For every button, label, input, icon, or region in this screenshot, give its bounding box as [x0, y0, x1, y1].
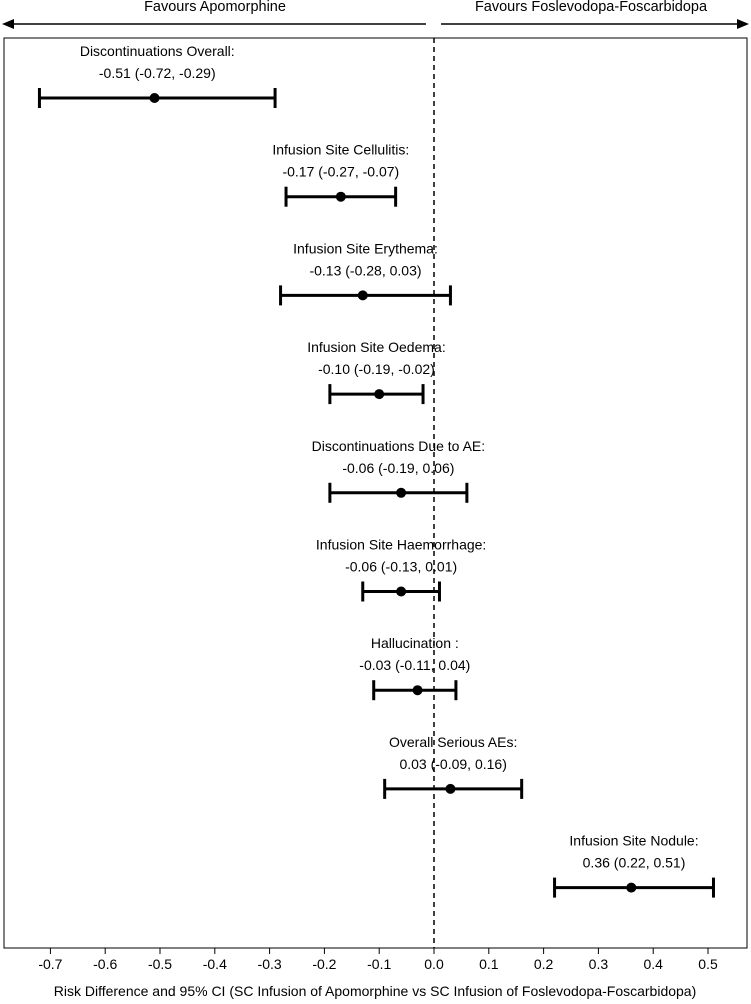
row-estimate-label: -0.10 (-0.19, -0.02) — [318, 361, 435, 378]
x-tick-label: -0.6 — [93, 956, 118, 972]
x-tick-label: 0.1 — [479, 956, 499, 972]
point-estimate — [358, 290, 368, 300]
point-estimate — [396, 587, 406, 597]
row-estimate-label: -0.51 (-0.72, -0.29) — [98, 65, 216, 81]
forest-row — [272, 142, 409, 207]
row-estimate-label: 0.03 (-0.09, 0.16) — [399, 755, 507, 772]
x-axis — [38, 948, 718, 972]
row-name-label: Discontinuations Overall: — [79, 43, 235, 59]
forest-row — [312, 438, 486, 503]
point-estimate — [445, 784, 455, 794]
x-tick-label: 0.4 — [643, 956, 663, 972]
x-tick-label: -0.5 — [147, 956, 173, 972]
x-tick-label: 0.0 — [424, 956, 444, 972]
row-estimate-label: -0.13 (-0.28, 0.03) — [309, 262, 422, 279]
x-tick-label: -0.7 — [38, 956, 63, 972]
row-estimate-label: 0.36 (0.22, 0.51) — [582, 854, 686, 871]
row-name-label: Hallucination : — [370, 635, 459, 652]
header-right-label: Favours Foslevodopa-Foscarbidopa — [474, 0, 708, 15]
forest-row — [385, 734, 522, 799]
right-arrowhead — [737, 19, 749, 29]
row-estimate-label: -0.06 (-0.19, 0.06) — [342, 459, 455, 476]
row-name-label: Infusion Site Haemorrhage: — [315, 536, 487, 553]
forest-row — [307, 339, 446, 404]
x-tick-label: -0.3 — [257, 956, 282, 972]
forest-row — [281, 240, 451, 305]
x-tick-label: -0.2 — [312, 956, 337, 972]
row-name-label: Discontinuations Due to AE: — [311, 437, 486, 454]
row-estimate-label: -0.06 (-0.13, 0.01) — [345, 558, 458, 575]
left-arrowhead — [2, 19, 14, 29]
forest-row — [316, 537, 486, 602]
point-estimate — [150, 93, 160, 103]
point-estimate — [626, 883, 636, 893]
forest-row — [39, 43, 275, 108]
x-tick-label: -0.4 — [202, 956, 227, 972]
row-name-label: Infusion Site Nodule: — [569, 832, 699, 849]
header — [2, 0, 749, 29]
x-tick-label: -0.1 — [367, 956, 392, 972]
point-estimate — [396, 488, 406, 498]
point-estimate — [374, 389, 384, 399]
forest-row — [555, 833, 714, 898]
x-axis-label: Risk Difference and 95% CI (SC Infusion of Apomorphine vs SC Infusion of Foslevodopa-Foscarbidopa) — [53, 983, 697, 999]
forest-row — [359, 635, 470, 700]
header-left-label: Favours Apomorphine — [144, 0, 286, 15]
row-name-label: Infusion Site Erythema: — [293, 240, 438, 257]
row-name-label: Infusion Site Oedema: — [307, 339, 446, 356]
x-tick-label: 0.2 — [533, 956, 554, 972]
x-tick-label: 0.3 — [588, 956, 609, 972]
row-estimate-label: -0.17 (-0.27, -0.07) — [282, 163, 400, 180]
rows-layer — [39, 43, 713, 898]
x-tick-label: 0.5 — [698, 956, 718, 972]
row-name-label: Infusion Site Cellulitis: — [272, 141, 410, 158]
point-estimate — [336, 192, 346, 202]
point-estimate — [413, 685, 423, 695]
row-estimate-label: -0.03 (-0.11, 0.04) — [359, 657, 471, 674]
row-name-label: Overall Serious AEs: — [388, 733, 518, 750]
